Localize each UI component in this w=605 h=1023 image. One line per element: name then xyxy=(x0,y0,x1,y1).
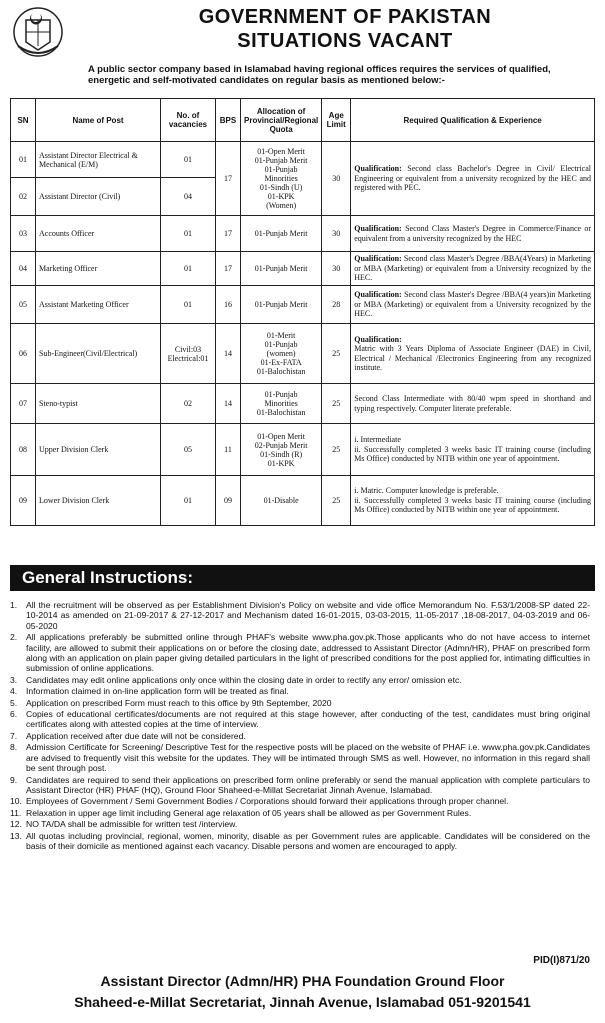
cell-age: 30 xyxy=(322,142,351,216)
qualification-text: Second Class Master's Degree in Commerce/Finance or equivalent from a university recognized by the HEC xyxy=(354,224,592,243)
table-row xyxy=(11,476,595,526)
state-emblem-icon xyxy=(12,6,64,58)
general-instructions-heading xyxy=(10,565,595,591)
item-number: 10. xyxy=(10,796,22,807)
cell-qualification: Second Class Intermediate with 80/40 wpm speed in shorthand and typing respectively. Computer literate preferable. xyxy=(351,384,595,424)
cell-sn: 08 xyxy=(11,424,36,476)
qualification-label: Qualification: xyxy=(354,334,402,344)
item-text: Admission Certificate for Screening/ Descriptive Test for the respective posts will be placed on the website of PHAF i.e. www.pha.gov.pk.Candidates are advised to frequently visit this website for the updates. They will be intimated through SMS as well. However, no information in this regard shall be sent through post. xyxy=(26,742,590,774)
cell-vacancies: 02 xyxy=(161,384,216,424)
list-item xyxy=(10,831,590,852)
qualification-label: Qualification: xyxy=(354,254,402,264)
cell-post: Lower Division Clerk xyxy=(36,476,161,526)
item-text: NO TA/DA shall be admissible for written test /interview. xyxy=(26,819,238,830)
cell-age: 25 xyxy=(322,424,351,476)
cell-quota xyxy=(241,384,322,424)
qualification-text: Second class Bachelor's Degree in Civil/ Electrical Engineering or equivalent from a university recognized by the HEC and registered with PEC. xyxy=(354,164,592,193)
list-item xyxy=(10,819,590,829)
instructions-list xyxy=(10,600,590,852)
qualification-label: Qualification: xyxy=(354,224,402,233)
item-text: Application received after due date will not be considered. xyxy=(26,730,246,741)
footer-address-line2: Shaheed-e-Millat Secretariat, Jinnah Avenue, Islamabad 051-9201541 xyxy=(74,994,531,1010)
cell-age: 30 xyxy=(322,252,351,286)
cell-vacancies: 04 xyxy=(161,178,216,216)
cell-qualification xyxy=(351,286,595,324)
qualification-text: Matric with 3 Years Diploma of Associate Engineer (DAE) in Civil, Electrical / Mechanical /Electronics Engineering from any recognized institute. xyxy=(354,344,591,372)
item-text: Information claimed in on-line application form will be treated as final. xyxy=(26,686,289,697)
qualification-item: i. Matric. Computer knowledge is preferable. xyxy=(354,486,499,496)
item-text: Candidates may edit online applications only once within the closing date in order to rectify any error/ omission etc. xyxy=(26,674,462,685)
col-header-qualification: Required Qualification & Experience xyxy=(351,99,595,142)
table-row xyxy=(11,142,595,178)
item-text: Candidates are required to send their applications on prescribed form online preferably or send the manual application with complete particulars to Assistant Director (HR) PHAF (HQ), Ground Floor Shaheed-e-Millat Secretariat Jinnah Avenue, Islamabad. xyxy=(26,774,590,795)
cell-post: Assistant Director (Civil) xyxy=(36,178,161,216)
qualification-text: Second class Master's Degree /BBA(4Years) in Marketing or MBA (Marketing) or equivalent from a University recognized by the HEC. xyxy=(354,254,591,283)
cell-post: Accounts Officer xyxy=(36,216,161,252)
cell-qualification xyxy=(351,424,595,476)
vacancies-table xyxy=(10,98,595,526)
quota-text: 01-Punjab Minorities 01-Balochistan xyxy=(256,390,306,417)
vacancies-text: Civil:03 Electrical:01 xyxy=(167,344,209,363)
list-item xyxy=(10,675,590,685)
item-number: 7. xyxy=(10,730,18,741)
item-number: 13. xyxy=(10,830,22,841)
item-number: 2. xyxy=(10,632,18,643)
cell-vacancies: 05 xyxy=(161,424,216,476)
quota-text: 01-Open Merit 01-Punjab Merit 01-Punjab Minorities 01-Sindh (U) 01-KPK (Women) xyxy=(254,147,308,210)
cell-sn: 03 xyxy=(11,216,36,252)
qualification-item: i. Intermediate xyxy=(354,435,401,445)
qualification-label: Qualification: xyxy=(354,164,402,174)
cell-age: 25 xyxy=(322,324,351,384)
cell-post: Upper Division Clerk xyxy=(36,424,161,476)
cell-vacancies: 01 xyxy=(161,286,216,324)
page-subtitle: SITUATIONS VACANT xyxy=(237,30,453,52)
cell-post: Assistant Marketing Officer xyxy=(36,286,161,324)
cell-quota xyxy=(241,142,322,216)
table-header-row xyxy=(11,99,595,142)
page-title: GOVERNMENT OF PAKISTAN xyxy=(198,6,492,28)
item-number: 4. xyxy=(10,686,18,697)
general-instructions-title: General Instructions: xyxy=(22,568,193,587)
cell-bps: 14 xyxy=(216,324,241,384)
cell-vacancies: 01 xyxy=(161,252,216,286)
col-header-vacancies: No. of vacancies xyxy=(161,99,216,142)
cell-qualification xyxy=(351,476,595,526)
table-row xyxy=(11,424,595,476)
cell-bps: 09 xyxy=(216,476,241,526)
item-number: 11. xyxy=(10,807,22,818)
list-item xyxy=(10,600,590,631)
cell-age: 25 xyxy=(322,476,351,526)
list-item xyxy=(10,808,590,818)
item-text: Application on prescribed Form must reach to this office by 9th September, 2020 xyxy=(26,697,332,708)
col-header-sn: SN xyxy=(11,99,36,142)
cell-qualification xyxy=(351,324,595,384)
cell-quota xyxy=(241,324,322,384)
item-number: 6. xyxy=(10,709,18,720)
cell-age: 30 xyxy=(322,216,351,252)
cell-bps: 17 xyxy=(216,216,241,252)
list-item xyxy=(10,731,590,741)
cell-vacancies: 01 xyxy=(161,216,216,252)
table-row xyxy=(11,286,595,324)
cell-sn: 07 xyxy=(11,384,36,424)
item-text: Copies of educational certificates/documents are not required at this stage however, after conducting of the test, candidates must bring original certificates along with attested copies at the time of interview. xyxy=(26,709,590,730)
cell-sn: 09 xyxy=(11,476,36,526)
cell-post: Assistant Director Electrical & Mechanical (E/M) xyxy=(36,142,161,178)
footer-address-line1: Assistant Director (Admn/HR) PHA Foundation Ground Floor xyxy=(100,973,505,989)
cell-bps: 16 xyxy=(216,286,241,324)
cell-bps: 14 xyxy=(216,384,241,424)
footer xyxy=(0,970,605,1023)
cell-vacancies: 01 xyxy=(161,476,216,526)
pid-number: PID(I)871/20 xyxy=(533,955,590,966)
cell-sn: 02 xyxy=(11,178,36,216)
list-item xyxy=(10,742,590,773)
item-text: Employees of Government / Semi Government Bodies / Corporations should forward their applications through proper channel. xyxy=(26,796,509,807)
cell-age: 28 xyxy=(322,286,351,324)
cell-bps: 17 xyxy=(216,142,241,216)
table-row xyxy=(11,252,595,286)
list-item xyxy=(10,796,590,806)
table-row xyxy=(11,324,595,384)
col-header-post: Name of Post xyxy=(36,99,161,142)
item-number: 9. xyxy=(10,774,18,785)
quota-text: 01-Open Merit 02-Punjab Merit 01-Sindh (R) 01-KPK xyxy=(254,431,308,468)
list-item xyxy=(10,709,590,730)
item-number: 3. xyxy=(10,674,18,685)
cell-bps: 11 xyxy=(216,424,241,476)
qualification-label: Qualification: xyxy=(354,290,402,300)
cell-vacancies: 01 xyxy=(161,142,216,178)
quota-text: 01-Merit 01-Punjab (women) 01-Ex-FATA 01-Balochistan xyxy=(256,331,306,376)
cell-sn: 04 xyxy=(11,252,36,286)
cell-quota: 01-Punjab Merit xyxy=(241,286,322,324)
cell-sn: 06 xyxy=(11,324,36,384)
qualification-item: ii. Successfully completed 3 weeks basic IT training course (including Ms Office) conducted by NITB within one year of appointment. xyxy=(354,444,591,464)
item-number: 1. xyxy=(10,600,18,610)
cell-post: Marketing Officer xyxy=(36,252,161,286)
cell-sn: 01 xyxy=(11,142,36,178)
list-item xyxy=(10,632,590,674)
header xyxy=(0,0,605,65)
cell-post: Steno-typist xyxy=(36,384,161,424)
cell-post: Sub-Engineer(Civil/Electrical) xyxy=(36,324,161,384)
cell-age: 25 xyxy=(322,384,351,424)
item-number: 5. xyxy=(10,697,18,708)
intro-text: A public sector company based in Islamabad having regional offices requires the services of qualified, energetic and self-motivated candidates on regular basis as mentioned below:- xyxy=(88,64,551,86)
col-header-age: Age Limit xyxy=(322,99,351,142)
cell-quota: 01-Punjab Merit xyxy=(241,252,322,286)
col-header-bps: BPS xyxy=(216,99,241,142)
item-text: All the recruitment will be observed as per Establishment Division's Policy on website and vide office Memorandum No. F.53/1/2008-SP dated 22-10-2014 as amended on 21-09-2017 & 27-12-2017 and Mechanism dated 16-01-2015, 03-03-2015, 11-05-2017 ,18-08-2017, 04-03-2019 and 06-05-2020 xyxy=(26,600,590,631)
item-number: 12. xyxy=(10,819,22,830)
cell-qualification xyxy=(351,142,595,216)
cell-quota: 01-Punjab Merit xyxy=(241,216,322,252)
col-header-quota: Allocation of Provincial/Regional Quota xyxy=(241,99,322,142)
cell-vacancies xyxy=(161,324,216,384)
item-text: Relaxation in upper age limit including General age relaxation of 05 years shall be allowed as per Government Rules. xyxy=(26,807,472,818)
cell-qualification xyxy=(351,216,595,252)
cell-qualification xyxy=(351,252,595,286)
cell-sn: 05 xyxy=(11,286,36,324)
list-item xyxy=(10,775,590,796)
list-item xyxy=(10,698,590,708)
list-item xyxy=(10,686,590,696)
table-row xyxy=(11,384,595,424)
item-text: All applications preferably be submitted online through PHAF's website www.pha.gov.pk.Those applicants who do not have access to internet facility, are allowed to submit their applications on or before the closing date, addressed to Assistant Director (Admn/HR), PHAF on prescribed form along with an application on plain paper giving detailed particulars in the light of prescribed conditions for the post applied for, intimating difficulties in submission of online applications. xyxy=(26,632,590,674)
item-number: 8. xyxy=(10,742,18,753)
qualification-item: ii. Successfully completed 3 weeks basic IT training course (including Ms Office) conducted by NITB within one year of appointment. xyxy=(354,495,591,515)
table-row xyxy=(11,216,595,252)
item-text: All quotas including provincial, regional, women, minority, disable as per Government rules are applicable. Candidates will be considered on the basis of their domicile as mentioned against each vacancy. Disable persons and women are encouraged to apply. xyxy=(26,830,590,851)
cell-quota: 01-Disable xyxy=(241,476,322,526)
qualification-text: Second class Master's Degree /BBA(4 years)in Marketing or MBA (Marketing) or equivalent from a University recognized by the HEC. xyxy=(354,290,592,319)
cell-bps: 17 xyxy=(216,252,241,286)
cell-quota xyxy=(241,424,322,476)
